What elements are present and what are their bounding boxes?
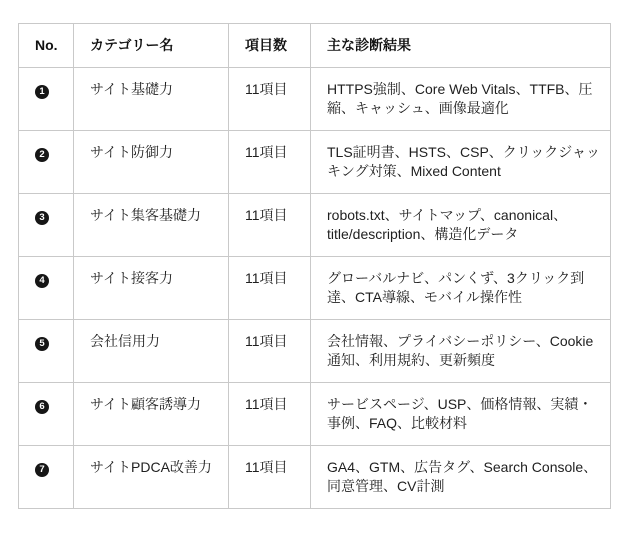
table-row: [19, 320, 611, 383]
item-count-cell: 11項目: [229, 257, 311, 320]
row-number-badge: 3: [35, 211, 49, 225]
item-count-cell: 11項目: [229, 383, 311, 446]
category-cell: サイト基礎力: [74, 68, 229, 131]
results-cell: GA4、GTM、広告タグ、Search Console、同意管理、CV計測: [311, 446, 611, 509]
header-row: [19, 24, 611, 68]
row-number-badge: 4: [35, 274, 49, 288]
results-cell: TLS証明書、HSTS、CSP、クリックジャッキング対策、Mixed Content: [311, 131, 611, 194]
item-count-cell: 11項目: [229, 131, 311, 194]
results-cell: HTTPS強制、Core Web Vitals、TTFB、圧縮、キャッシュ、画像最適化: [311, 68, 611, 131]
category-cell: サイト防御力: [74, 131, 229, 194]
results-cell: 会社情報、プライバシーポリシー、Cookie通知、利用規約、更新頻度: [311, 320, 611, 383]
no-cell: [19, 383, 74, 446]
table-row: [19, 194, 611, 257]
no-cell: [19, 446, 74, 509]
category-cell: サイト接客力: [74, 257, 229, 320]
no-cell: [19, 131, 74, 194]
row-number-badge: 7: [35, 463, 49, 477]
no-cell: [19, 68, 74, 131]
table-row: [19, 131, 611, 194]
category-cell: サイト集客基礎力: [74, 194, 229, 257]
header-item-count: 項目数: [229, 24, 311, 68]
header-category: カテゴリー名: [74, 24, 229, 68]
item-count-cell: 11項目: [229, 194, 311, 257]
item-count-cell: 11項目: [229, 446, 311, 509]
category-cell: サイト顧客誘導力: [74, 383, 229, 446]
table-row: [19, 257, 611, 320]
item-count-cell: 11項目: [229, 320, 311, 383]
category-cell: サイトPDCA改善力: [74, 446, 229, 509]
no-cell: [19, 320, 74, 383]
row-number-badge: 6: [35, 400, 49, 414]
category-cell: 会社信用力: [74, 320, 229, 383]
table-row: [19, 446, 611, 509]
header-main-results: 主な診断結果: [311, 24, 611, 68]
item-count-cell: 11項目: [229, 68, 311, 131]
no-cell: [19, 194, 74, 257]
diagnostic-category-table-wrap: [18, 23, 610, 509]
no-cell: [19, 257, 74, 320]
diagnostic-category-table: [18, 23, 611, 509]
row-number-badge: 2: [35, 148, 49, 162]
results-cell: サービスページ、USP、価格情報、実績・事例、FAQ、比較材料: [311, 383, 611, 446]
table-row: [19, 68, 611, 131]
table-row: [19, 383, 611, 446]
results-cell: robots.txt、サイトマップ、canonical、title/description、構造化データ: [311, 194, 611, 257]
header-no: No.: [19, 24, 74, 68]
row-number-badge: 5: [35, 337, 49, 351]
results-cell: グローバルナビ、パンくず、3クリック到達、CTA導線、モバイル操作性: [311, 257, 611, 320]
row-number-badge: 1: [35, 85, 49, 99]
